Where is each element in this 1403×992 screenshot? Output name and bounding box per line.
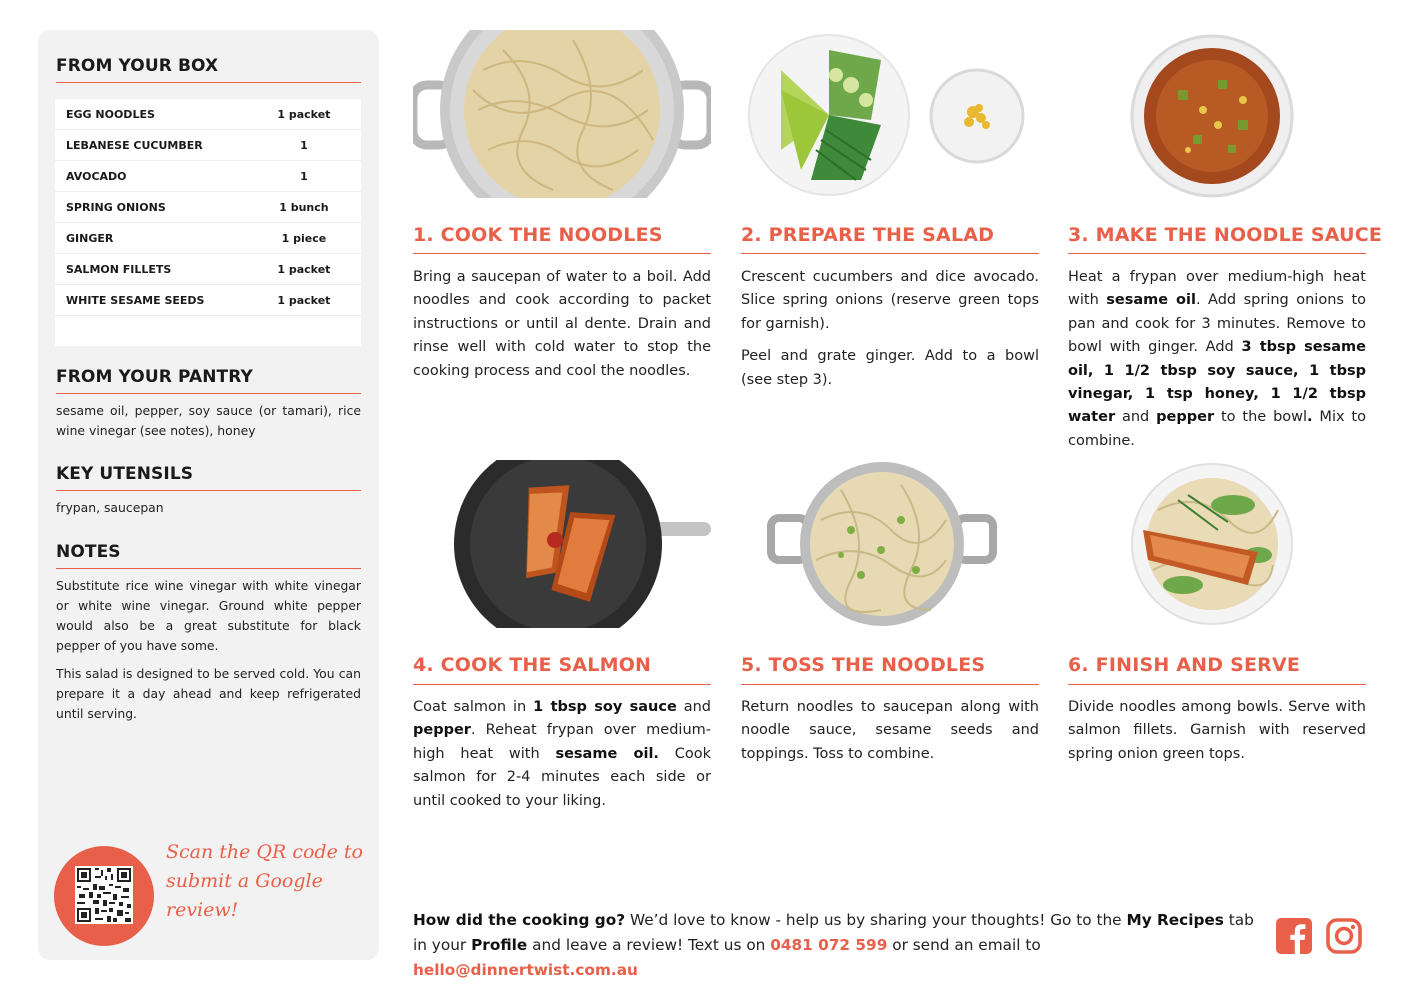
ingredient-qty: 1 packet [277, 293, 331, 307]
noodles-in-colander-image [413, 30, 711, 198]
qr-caption-line-2: submit a Google review! [166, 870, 323, 921]
qr-caption-line-1: Scan the QR code to [166, 841, 363, 863]
step-title: 1. COOK THE NOODLES [413, 224, 663, 246]
step-instructions: Crescent cucumbers and dice avocado. Slice spring onions (reserve green tops for garnish). Peel and grate ginger. Add to a bowl (see step 3). [741, 269, 1039, 388]
ingredient-name: SPRING ONIONS [66, 200, 166, 214]
ingredient-row [55, 223, 361, 254]
divider [56, 490, 361, 491]
ingredient-qty: 1 [300, 169, 308, 183]
step-divider [1068, 253, 1366, 254]
ingredient-qty: 1 [300, 138, 308, 152]
ingredient-qty: 1 bunch [279, 200, 329, 214]
step-instructions: Return noodles to saucepan along with noodle sauce, sesame seeds and toppings. Toss to combine. [741, 699, 1039, 762]
footer-text-2: tab in your [413, 911, 1254, 954]
utensils-title: KEY UTENSILS [56, 464, 194, 484]
ingredients-table [55, 99, 361, 346]
step-divider [413, 253, 711, 254]
divider [56, 568, 361, 569]
step-instructions: Bring a saucepan of water to a boil. Add noodles and cook according to packet instructions or until al dente. Drain and rinse well with cold water to stop the cooking process and cool the noodles. [413, 269, 711, 379]
divider [56, 393, 361, 394]
ingredient-row [55, 130, 361, 161]
step-title: 3. MAKE THE NOODLE SAUCE [1068, 224, 1383, 246]
ingredient-qty: 1 packet [277, 262, 331, 276]
step-title: 5. TOSS THE NOODLES [741, 654, 986, 676]
sidebar [38, 30, 379, 960]
pantry-title: FROM YOUR PANTRY [56, 367, 253, 387]
qr-code-icon[interactable] [75, 866, 133, 924]
ingredient-row [55, 99, 361, 130]
ingredient-name: AVOCADO [66, 169, 127, 183]
ingredient-name: WHITE SESAME SEEDS [66, 293, 205, 307]
ingredient-row [55, 192, 361, 223]
instagram-icon[interactable] [1326, 918, 1362, 954]
ingredient-name: LEBANESE CUCUMBER [66, 138, 203, 152]
noodle-sauce-bowl-image [1068, 30, 1366, 198]
pantry-text: sesame oil, pepper, soy sauce (or tamari), rice wine vinegar (see notes), honey [56, 403, 361, 438]
footer-phone-link[interactable]: 0481 072 599 [770, 936, 888, 954]
ingredient-qty: 1 piece [281, 231, 327, 245]
step-title: 2. PREPARE THE SALAD [741, 224, 995, 246]
step-instructions: Coat salmon in 1 tbsp soy sauce and pepper. Reheat frypan over medium-high heat with sesame oil. Cook salmon for 2-4 minutes each side or until cooked to your liking. [413, 699, 711, 809]
step-divider [1068, 684, 1366, 685]
footer-email-link[interactable]: hello@dinnertwist.com.au [413, 961, 638, 979]
footer-text-4: or send an email to [887, 936, 1041, 954]
notes-paragraph-2: This salad is designed to be served cold. You can prepare it a day ahead and keep refrigerated until serving. [56, 666, 361, 721]
step-divider [741, 253, 1039, 254]
from-your-box-title: FROM YOUR BOX [56, 56, 219, 76]
ingredient-row [55, 254, 361, 285]
notes-title: NOTES [56, 542, 121, 562]
chopped-salad-image [741, 30, 1039, 198]
ingredient-name: GINGER [66, 231, 114, 245]
ingredient-row [55, 161, 361, 192]
plated-noodles-image [1068, 460, 1366, 628]
salmon-in-frypan-image [413, 460, 711, 628]
step-title: 4. COOK THE SALMON [413, 654, 652, 676]
step-divider [413, 684, 711, 685]
footer-text-1: We’d love to know - help us by sharing your thoughts! Go to the [625, 911, 1127, 929]
ingredient-name: EGG NOODLES [66, 107, 155, 121]
qr-caption [166, 838, 366, 925]
facebook-icon[interactable] [1276, 918, 1312, 954]
ingredient-row [55, 285, 361, 316]
step-instructions: Heat a frypan over medium-high heat with sesame oil. Add spring onions to pan and cook for 3 minutes. Remove to bowl with ginger. Add 3 tbsp sesame oil, 1 1/2 tbsp soy sauce, 1 tbsp vinegar, 1 tsp honey, 1 1/2 tbsp water and pepper to the bowl. Mix to combine. [1068, 269, 1367, 449]
footer-question: How did the cooking go? [413, 911, 626, 929]
ingredient-name: SALMON FILLETS [66, 262, 172, 276]
footer-review-text [413, 908, 1263, 983]
step-title: 6. FINISH AND SERVE [1068, 654, 1301, 676]
step-divider [741, 684, 1039, 685]
qr-badge[interactable] [54, 846, 154, 946]
divider [56, 82, 361, 83]
notes-paragraph-1: Substitute rice wine vinegar with white vinegar or white wine vinegar. Ground white pepper would also be a great substitute for black pepper of you have some. [56, 578, 361, 653]
step-instructions: Divide noodles among bowls. Serve with salmon fillets. Garnish with reserved spring onion green tops. [1068, 699, 1366, 762]
footer-text-3: and leave a review! Text us on [527, 936, 771, 954]
footer-my-recipes: My Recipes [1126, 911, 1224, 929]
footer-profile: Profile [471, 936, 528, 954]
ingredient-row-empty [55, 316, 361, 346]
utensils-text: frypan, saucepan [56, 500, 164, 515]
ingredient-qty: 1 packet [277, 107, 331, 121]
noodles-in-saucepan-image [741, 460, 1039, 628]
